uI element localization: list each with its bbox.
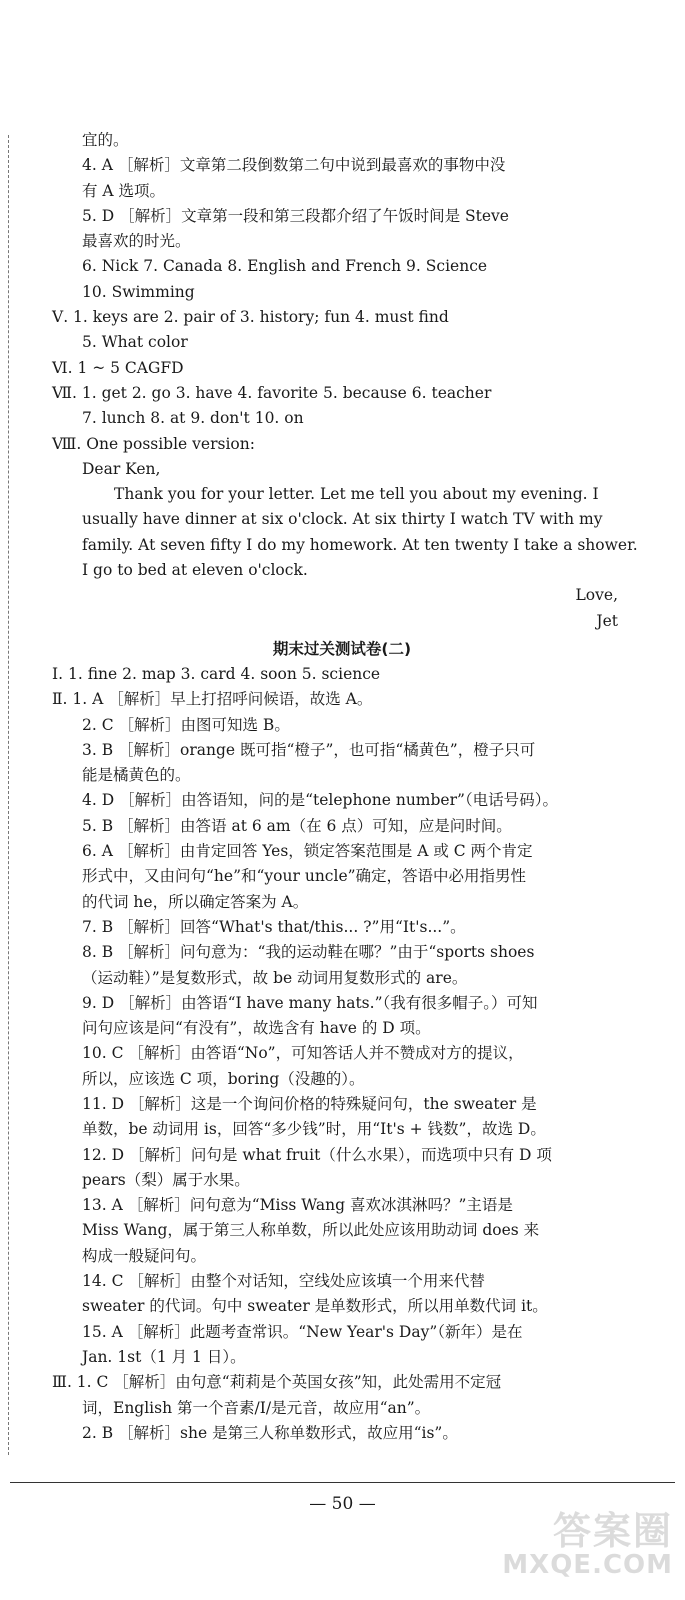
text-line: 7. B ［解析］回答“What's that/this... ?”用“It's...”。 <box>82 917 466 936</box>
text-line: 单数，be 动词用 is，回答“多少钱”时，用“It's + 钱数”，故选 D。 <box>82 1120 546 1139</box>
watermark-logo <box>503 1500 673 1580</box>
text-line: Dear Ken, <box>82 459 161 478</box>
text-line: 9. D ［解析］由答语“I have many hats.”（我有很多帽子。）可知 <box>82 993 538 1012</box>
text-line: 词，English 第一个音素/I/是元音，故应用“an”。 <box>82 1398 431 1417</box>
text-line: family. At seven fifty I do my homework. At ten twenty I take a shower. <box>82 535 638 554</box>
text-line: Jet <box>596 611 618 630</box>
text-line: Jan. 1st（1 月 1 日）。 <box>82 1347 246 1366</box>
text-line: 5. B ［解析］由答语 at 6 am（在 6 点）可知，应是问时间。 <box>82 816 512 835</box>
text-line: Love, <box>575 586 618 605</box>
text-line: 4. A ［解析］文章第二段倒数第二句中说到最喜欢的事物中没 <box>82 156 506 175</box>
text-line: 构成一般疑问句。 <box>82 1246 207 1265</box>
text-line: 4. D ［解析］由答语知，问的是“telephone number”（电话号码）。 <box>82 791 558 810</box>
text-line: 3. B ［解析］orange 既可指“橙子”，也可指“橘黄色”，橙子只可 <box>82 740 536 759</box>
text-line: 形式中，又由问句“he”和“your uncle”确定，答语中必用指男性 <box>82 867 527 886</box>
footer-rule <box>10 1482 675 1483</box>
text-line: Ⅷ. One possible version: <box>52 434 255 453</box>
section-title: 期末过关测试卷(二) <box>272 639 412 658</box>
text-line: sweater 的代词。句中 sweater 是单数形式，所以用单数代词 it。 <box>82 1297 548 1316</box>
text-line: 12. D ［解析］问句是 what fruit（什么水果），而选项中只有 D 项 <box>82 1145 552 1164</box>
text-line: 13. A ［解析］问句意为“Miss Wang 喜欢冰淇淋吗？”主语是 <box>82 1196 513 1215</box>
text-line: Thank you for your letter. Let me tell you about my evening. I <box>114 485 599 504</box>
text-line: （运动鞋）”是复数形式，故 be 动词用复数形式的 are。 <box>82 968 468 987</box>
text-line: 问句应该是问“有没有”，故选含有 have 的 D 项。 <box>82 1019 431 1038</box>
text-line: 10. Swimming <box>82 282 195 301</box>
text-line: Ⅵ. 1 ~ 5 CAGFD <box>52 358 184 377</box>
text-line: 2. B ［解析］she 是第三人称单数形式，故应用“is”。 <box>82 1423 458 1442</box>
text-line: Miss Wang，属于第三人称单数，所以此处应该用助动词 does 来 <box>82 1221 540 1240</box>
text-line: 6. A ［解析］由肯定回答 Yes，锁定答案范围是 A 或 C 两个肯定 <box>82 842 533 861</box>
text-line: 5. What color <box>82 333 188 352</box>
text-line: pears（梨）属于水果。 <box>82 1170 250 1189</box>
text-line: Ⅶ. 1. get 2. go 3. have 4. favorite 5. because 6. teacher <box>52 383 492 402</box>
text-line: 的代词 he，所以确定答案为 A。 <box>82 892 309 911</box>
text-line: usually have dinner at six o'clock. At six thirty I watch TV with my <box>82 510 603 529</box>
text-line: 能是橘黄色的。 <box>82 766 191 785</box>
binding-margin-line <box>8 135 9 1455</box>
page-number: — 50 — <box>309 1494 376 1514</box>
text-line: 14. C ［解析］由整个对话知，空线处应该填一个用来代替 <box>82 1272 485 1291</box>
text-line: 所以，应该选 C 项，boring（没趣的）。 <box>82 1069 365 1088</box>
text-line: 8. B ［解析］问句意为：“我的运动鞋在哪？”由于“sports shoes <box>82 943 535 962</box>
text-line: Ⅴ. 1. keys are 2. pair of 3. history; fun 4. must find <box>52 308 449 327</box>
text-line: 15. A ［解析］此题考查常识。“New Year's Day”（新年）是在 <box>82 1322 523 1341</box>
watermark-main-text: 答案圈 <box>552 1509 673 1553</box>
text-line: 2. C ［解析］由图可知选 B。 <box>82 715 290 734</box>
text-line: 有 A 选项。 <box>82 181 166 200</box>
text-line: Ⅱ. 1. A ［解析］早上打招呼问候语，故选 A。 <box>52 690 373 709</box>
text-line: I go to bed at eleven o'clock. <box>82 561 308 580</box>
text-line: 6. Nick 7. Canada 8. English and French 9. Science <box>82 257 488 276</box>
text-line: Ⅰ. 1. fine 2. map 3. card 4. soon 5. science <box>52 664 381 683</box>
text-line: Ⅲ. 1. C ［解析］由句意“莉莉是个英国女孩”知，此处需用不定冠 <box>52 1373 502 1392</box>
text-line: 11. D ［解析］这是一个询问价格的特殊疑问句，the sweater 是 <box>82 1094 537 1113</box>
answer-page-content <box>52 128 638 1446</box>
text-line: 最喜欢的时光。 <box>82 232 191 251</box>
text-line: 宜的。 <box>82 131 129 149</box>
text-line: 10. C ［解析］由答语“No”，可知答话人并不赞成对方的提议， <box>82 1044 524 1063</box>
text-line: 5. D ［解析］文章第一段和第三段都介绍了午饭时间是 Steve <box>82 206 509 225</box>
watermark-sub-text: MXQE.COM <box>502 1550 673 1580</box>
text-line: 7. lunch 8. at 9. don't 10. on <box>82 409 304 428</box>
